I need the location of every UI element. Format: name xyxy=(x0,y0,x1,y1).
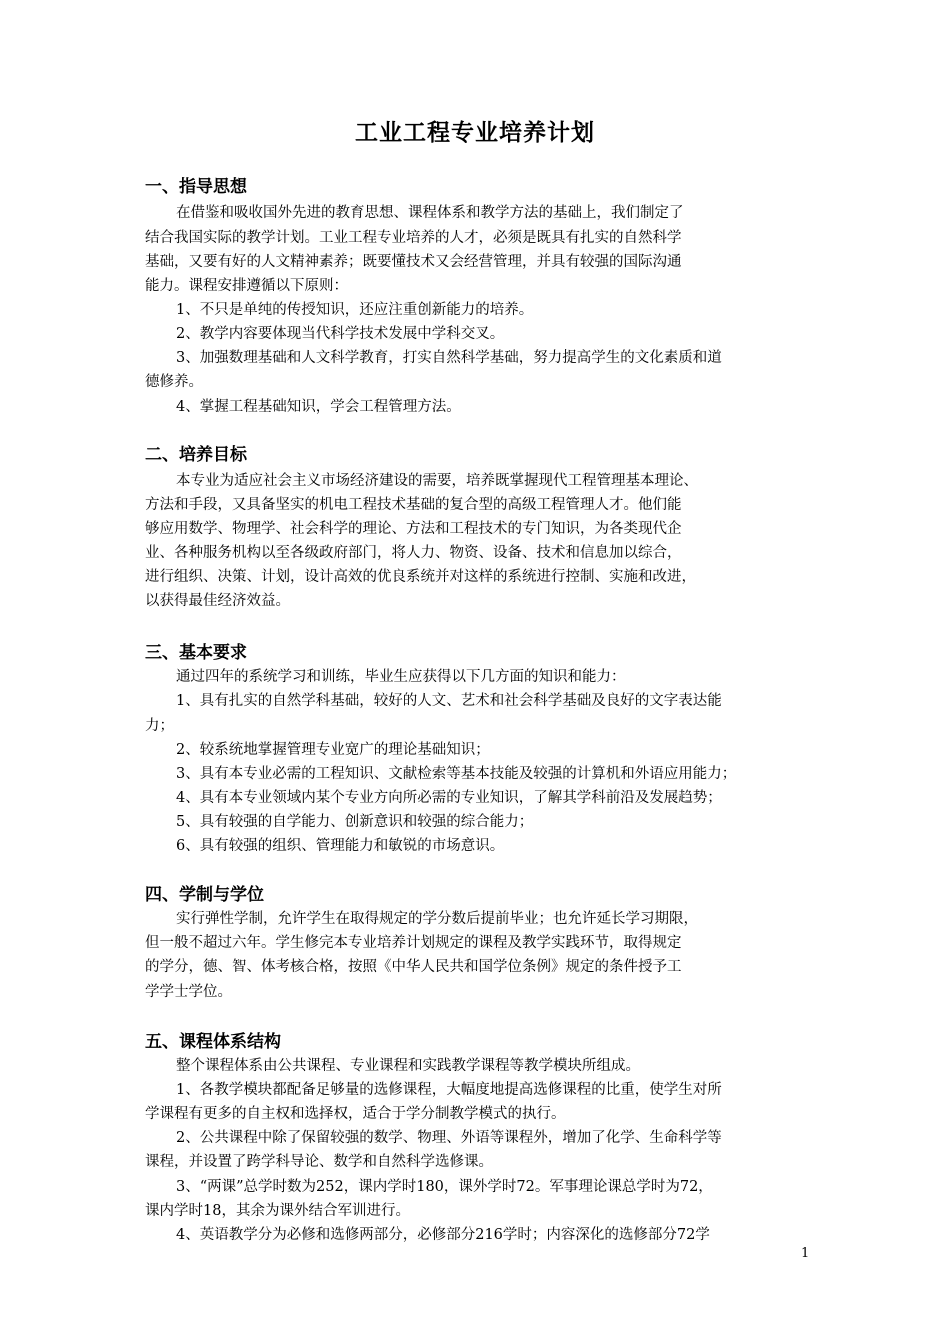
paragraph-line: 本专业为适应社会主义市场经济建设的需要，培养既掌握现代工程管理基本理论、 xyxy=(176,473,698,489)
paragraph-line: 在借鉴和吸收国外先进的教育思想、课程体系和教学方法的基础上，我们制定了 xyxy=(176,205,684,221)
section-heading: 一、指导思想 xyxy=(145,177,247,197)
list-item: 3、“两课”总学时数为252，课内学时180，课外学时72。军事理论课总学时为72， xyxy=(176,1179,713,1195)
paragraph-line: 以获得最佳经济效益。 xyxy=(145,593,290,609)
paragraph-line: 整个课程体系由公共课程、专业课程和实践教学课程等教学模块所组成。 xyxy=(176,1058,640,1074)
page-number: 1 xyxy=(801,1246,810,1261)
list-item-continuation: 学课程有更多的自主权和选择权，适合于学分制教学模式的执行。 xyxy=(145,1106,566,1122)
list-item: 4、具有本专业领域内某个专业方向所必需的专业知识，了解其学科前沿及发展趋势； xyxy=(176,790,722,806)
list-item: 4、掌握工程基础知识，学会工程管理方法。 xyxy=(176,399,461,415)
paragraph-line: 基础，又要有好的人文精神素养；既要懂技术又会经营管理，并具有较强的国际沟通 xyxy=(145,254,682,270)
paragraph-line: 够应用数学、物理学、社会科学的理论、方法和工程技术的专门知识，为各类现代企 xyxy=(145,521,682,537)
paragraph-line: 结合我国实际的教学计划。工业工程专业培养的人才，必须是既具有扎实的自然科学 xyxy=(145,230,682,246)
paragraph-line: 进行组织、决策、计划，设计高效的优良系统并对这样的系统进行控制、实施和改进， xyxy=(145,569,696,585)
list-item-continuation: 力； xyxy=(145,718,174,734)
paragraph-line: 实行弹性学制，允许学生在取得规定的学分数后提前毕业；也允许延长学习期限， xyxy=(176,911,698,927)
paragraph-line: 业、各种服务机构以至各级政府部门，将人力、物资、设备、技术和信息加以综合， xyxy=(145,545,682,561)
list-item-continuation: 课内学时18，其余为课外结合军训进行。 xyxy=(145,1203,410,1219)
list-item: 4、英语教学分为必修和选修两部分，必修部分216学时；内容深化的选修部分72学 xyxy=(176,1227,710,1243)
list-item: 1、具有扎实的自然学科基础，较好的人文、艺术和社会科学基础及良好的文字表达能 xyxy=(176,693,722,709)
document-title: 工业工程专业培养计划 xyxy=(355,120,595,146)
list-item: 2、公共课程中除了保留较强的数学、物理、外语等课程外，增加了化学、生命科学等 xyxy=(176,1130,722,1146)
paragraph-line: 的学分，德、智、体考核合格，按照《中华人民共和国学位条例》规定的条件授予工 xyxy=(145,959,682,975)
section-heading: 三、基本要求 xyxy=(145,643,247,663)
list-item: 3、加强数理基础和人文科学教育，打实自然科学基础，努力提高学生的文化素质和道 xyxy=(176,350,722,366)
list-item: 1、不只是单纯的传授知识，还应注重创新能力的培养。 xyxy=(176,302,534,318)
list-item: 1、各教学模块都配备足够量的选修课程，大幅度地提高选修课程的比重，使学生对所 xyxy=(176,1082,722,1098)
list-item: 2、较系统地掌握管理专业宽广的理论基础知识； xyxy=(176,742,490,758)
list-item: 3、具有本专业必需的工程知识、文献检索等基本技能及较强的计算机和外语应用能力； xyxy=(176,766,737,782)
list-item: 5、具有较强的自学能力、创新意识和较强的综合能力； xyxy=(176,814,534,830)
list-item-continuation: 课程，并设置了跨学科导论、数学和自然科学选修课。 xyxy=(145,1154,493,1170)
list-item: 2、教学内容要体现当代科学技术发展中学科交叉。 xyxy=(176,326,505,342)
section-heading: 四、学制与学位 xyxy=(145,885,264,905)
paragraph-line: 但一般不超过六年。学生修完本专业培养计划规定的课程及教学实践环节，取得规定 xyxy=(145,935,682,951)
section-heading: 五、课程体系结构 xyxy=(145,1032,281,1052)
paragraph-line: 能力。课程安排遵循以下原则： xyxy=(145,278,348,294)
list-item: 6、具有较强的组织、管理能力和敏锐的市场意识。 xyxy=(176,838,505,854)
paragraph-line: 通过四年的系统学习和训练，毕业生应获得以下几方面的知识和能力： xyxy=(176,669,626,685)
paragraph-line: 方法和手段，又具备坚实的机电工程技术基础的复合型的高级工程管理人才。他们能 xyxy=(145,497,682,513)
paragraph-line: 学学士学位。 xyxy=(145,984,232,1000)
section-heading: 二、培养目标 xyxy=(145,445,247,465)
list-item-continuation: 德修养。 xyxy=(145,374,203,390)
